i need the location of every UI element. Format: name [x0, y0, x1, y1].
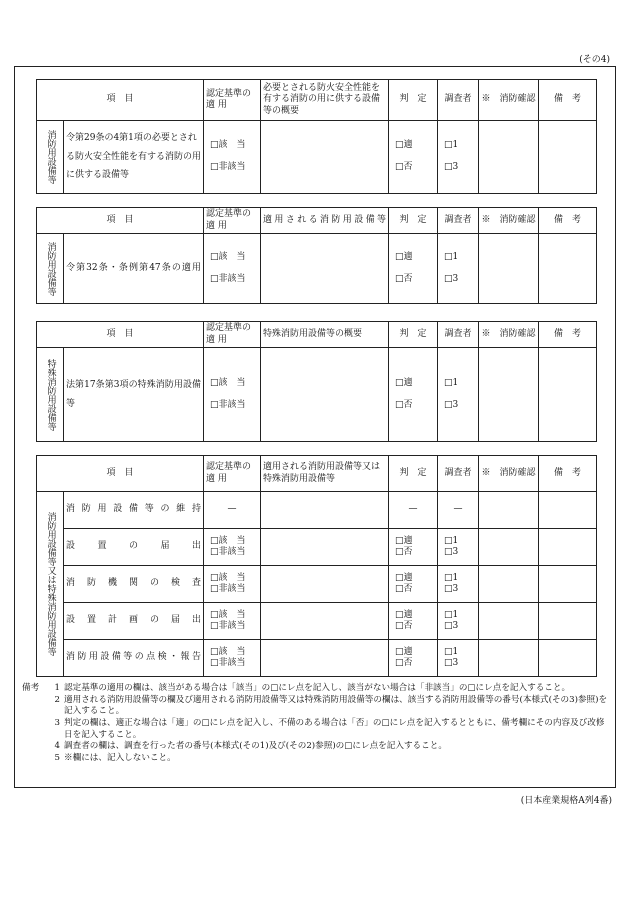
apply-no-checkbox[interactable]: □非該当: [210, 273, 246, 284]
judge-ok-checkbox[interactable]: □適: [395, 251, 413, 262]
header-investigator: 調査者: [438, 456, 479, 492]
applied-cell[interactable]: [261, 640, 389, 677]
table-row: [37, 603, 597, 640]
judge-ng-checkbox[interactable]: □否: [395, 621, 413, 631]
judge-ng-checkbox[interactable]: □否: [395, 399, 413, 410]
fire-check-cell: [479, 529, 539, 566]
header-fire-check: ※ 消防確認: [479, 208, 539, 234]
table-performance-equipment: [36, 79, 597, 194]
note-number: 1: [54, 683, 60, 693]
judge-ok-checkbox[interactable]: □適: [395, 573, 413, 584]
fire-check-cell: [479, 348, 539, 442]
investigator-1-checkbox[interactable]: □1: [444, 377, 459, 388]
investigator-dash: —: [438, 492, 479, 529]
header-investigator: 調査者: [438, 208, 479, 234]
judge-ok-checkbox[interactable]: □適: [395, 610, 413, 621]
apply-yes-checkbox[interactable]: □該 当: [210, 573, 246, 584]
remarks-cell[interactable]: [539, 121, 597, 194]
header-fire-check: ※ 消防確認: [479, 322, 539, 348]
header-remarks: 備 考: [539, 456, 597, 492]
header-judge: 判 定: [389, 80, 438, 121]
item-cell: 法第17条第3項の特殊消防用設備等: [64, 348, 204, 442]
table-row: [37, 640, 597, 677]
judge-ng-checkbox[interactable]: □否: [395, 273, 413, 284]
header-remarks: 備 考: [539, 322, 597, 348]
header-apply: 認定基準の 適 用: [204, 322, 261, 348]
item-cell: 消防用設備等の維持: [64, 492, 204, 529]
investigator-3-checkbox[interactable]: □3: [444, 273, 459, 284]
apply-no-checkbox[interactable]: □非該当: [210, 547, 246, 557]
apply-dash: —: [204, 492, 261, 529]
fire-check-cell: [479, 640, 539, 677]
header-special-overview: 特殊消防用設備等の概要: [261, 322, 389, 348]
apply-yes-checkbox[interactable]: □該 当: [210, 647, 246, 658]
header-apply: 認定基準の 適 用: [204, 80, 261, 121]
investigator-3-checkbox[interactable]: □3: [444, 547, 459, 557]
item-cell: 設置計画の届出: [64, 603, 204, 640]
investigator-3-checkbox[interactable]: □3: [444, 658, 459, 668]
remarks-cell[interactable]: [539, 234, 597, 304]
notes-section: [22, 683, 612, 765]
judge-ng-checkbox[interactable]: □否: [395, 584, 413, 594]
fire-check-cell: [479, 234, 539, 304]
header-overview: 必要とされる防火安全性能を有する消防の用に供する設備等の概要: [261, 80, 389, 121]
investigator-1-checkbox[interactable]: □1: [444, 536, 459, 547]
table-row: [37, 529, 597, 566]
table-row: [37, 566, 597, 603]
judge-ok-checkbox[interactable]: □適: [395, 536, 413, 547]
note-number: 2: [54, 694, 60, 705]
remarks-cell[interactable]: [539, 529, 597, 566]
note-text: ※欄には、記入しないこと。: [64, 753, 176, 764]
header-apply: 認定基準の 適 用: [204, 208, 261, 234]
header-judge: 判 定: [389, 208, 438, 234]
judge-ok-checkbox[interactable]: □適: [395, 140, 413, 151]
investigator-3-checkbox[interactable]: □3: [444, 621, 459, 631]
item-cell: 消防用設備等の点検・報告: [64, 640, 204, 677]
apply-no-checkbox[interactable]: □非該当: [210, 621, 246, 631]
fire-check-cell: [479, 603, 539, 640]
footer-standard: (日本産業規格A列4番): [520, 796, 612, 806]
judge-ok-checkbox[interactable]: □適: [395, 377, 413, 388]
header-fire-check: ※ 消防確認: [479, 456, 539, 492]
apply-no-checkbox[interactable]: □非該当: [210, 584, 246, 594]
header-investigator: 調査者: [438, 80, 479, 121]
table-row: [37, 492, 597, 529]
investigator-1-checkbox[interactable]: □1: [444, 647, 459, 658]
table-applied-equipment: [36, 207, 597, 304]
judge-ng-checkbox[interactable]: □否: [395, 547, 413, 557]
special-overview-cell[interactable]: [261, 348, 389, 442]
fire-check-cell: [479, 121, 539, 194]
apply-yes-checkbox[interactable]: □該 当: [210, 140, 246, 151]
investigator-1-checkbox[interactable]: □1: [444, 610, 459, 621]
header-applied-or-special: 適用される消防用設備等又は特殊消防用設備等: [261, 456, 389, 492]
remarks-cell[interactable]: [539, 348, 597, 442]
table-special-equipment: [36, 321, 597, 442]
header-judge: 判 定: [389, 322, 438, 348]
note-text: 適用される消防用設備等の欄及び適用される消防用設備等又は特殊消防用設備等の欄は、該当する消防用設備等の番号(本様式(その3)参照)を記入すること。: [64, 694, 608, 717]
header-item: 項 目: [37, 208, 204, 234]
judge-dash: —: [389, 492, 438, 529]
apply-yes-checkbox[interactable]: □該 当: [210, 610, 246, 621]
note-number: 5: [54, 753, 60, 764]
header-apply: 認定基準の 適 用: [204, 456, 261, 492]
investigator-1-checkbox[interactable]: □1: [444, 573, 459, 584]
apply-no-checkbox[interactable]: □非該当: [210, 399, 246, 410]
category-label: 消防用設備等: [37, 121, 64, 194]
investigator-3-checkbox[interactable]: □3: [444, 399, 459, 410]
header-item: 項 目: [37, 80, 204, 121]
remarks-cell[interactable]: [539, 492, 597, 529]
header-remarks: 備 考: [539, 80, 597, 121]
judge-ok-checkbox[interactable]: □適: [395, 647, 413, 658]
header-item: 項 目: [37, 456, 204, 492]
applied-cell[interactable]: [261, 234, 389, 304]
item-cell: 消防機関の検査: [64, 566, 204, 603]
apply-yes-checkbox[interactable]: □該 当: [210, 377, 246, 388]
category-label: 消防用設備等又は特殊消防用設備等: [37, 492, 64, 677]
fire-check-cell: [479, 566, 539, 603]
fire-check-cell: [479, 492, 539, 529]
note-number: 4: [54, 741, 60, 752]
applied-cell[interactable]: [261, 566, 389, 603]
investigator-1-checkbox[interactable]: □1: [444, 251, 459, 262]
applied-cell[interactable]: [261, 529, 389, 566]
category-label: 特殊消防用設備等: [37, 348, 64, 442]
applied-cell[interactable]: [261, 492, 389, 529]
header-fire-check: ※ 消防確認: [479, 80, 539, 121]
notes-label: 備考: [22, 683, 40, 693]
judge-ng-checkbox[interactable]: □否: [395, 162, 413, 172]
applied-cell[interactable]: [261, 603, 389, 640]
note-text: 認定基準の適用の欄は、該当がある場合は「該当」の□にレ点を記入し、該当がない場合は「非該当」の□にレ点を記入すること。: [64, 683, 571, 693]
apply-yes-checkbox[interactable]: □該 当: [210, 251, 246, 262]
investigator-3-checkbox[interactable]: □3: [444, 584, 459, 594]
overview-cell[interactable]: [261, 121, 389, 194]
header-applied: 適用される消防用設備等: [261, 208, 389, 234]
judge-ng-checkbox[interactable]: □否: [395, 658, 413, 668]
note-text: 調査者の欄は、調査を行った者の番号(本様式(その1)及び(その2)参照)の□にレ点を記入すること。: [64, 741, 447, 752]
table-maintenance-reports: [36, 455, 597, 677]
item-cell: 令第32条・条例第47条の適用: [64, 234, 204, 304]
apply-no-checkbox[interactable]: □非該当: [210, 162, 246, 172]
apply-yes-checkbox[interactable]: □該 当: [210, 536, 246, 547]
apply-no-checkbox[interactable]: □非該当: [210, 658, 246, 668]
item-cell: 令第29条の4第1項の必要とされる防火安全性能を有する消防の用に供する設備等: [64, 121, 204, 194]
header-judge: 判 定: [389, 456, 438, 492]
note-text: 判定の欄は、適正な場合は「適」の□にレ点を記入し、不備のある場合は「否」の□にレ点を記入するとともに、備考欄にその内容及び改修日を記入すること。: [64, 718, 605, 740]
remarks-cell[interactable]: [539, 640, 597, 677]
page-label: (その4): [579, 55, 610, 65]
item-cell: 設置の届出: [64, 529, 204, 566]
header-remarks: 備 考: [539, 208, 597, 234]
note-number: 3: [54, 718, 60, 729]
category-label: 消防用設備等: [37, 234, 64, 304]
header-item: 項 目: [37, 322, 204, 348]
investigator-3-checkbox[interactable]: □3: [444, 162, 459, 172]
investigator-1-checkbox[interactable]: □1: [444, 140, 459, 151]
header-investigator: 調査者: [438, 322, 479, 348]
remarks-cell[interactable]: [539, 603, 597, 640]
remarks-cell[interactable]: [539, 566, 597, 603]
